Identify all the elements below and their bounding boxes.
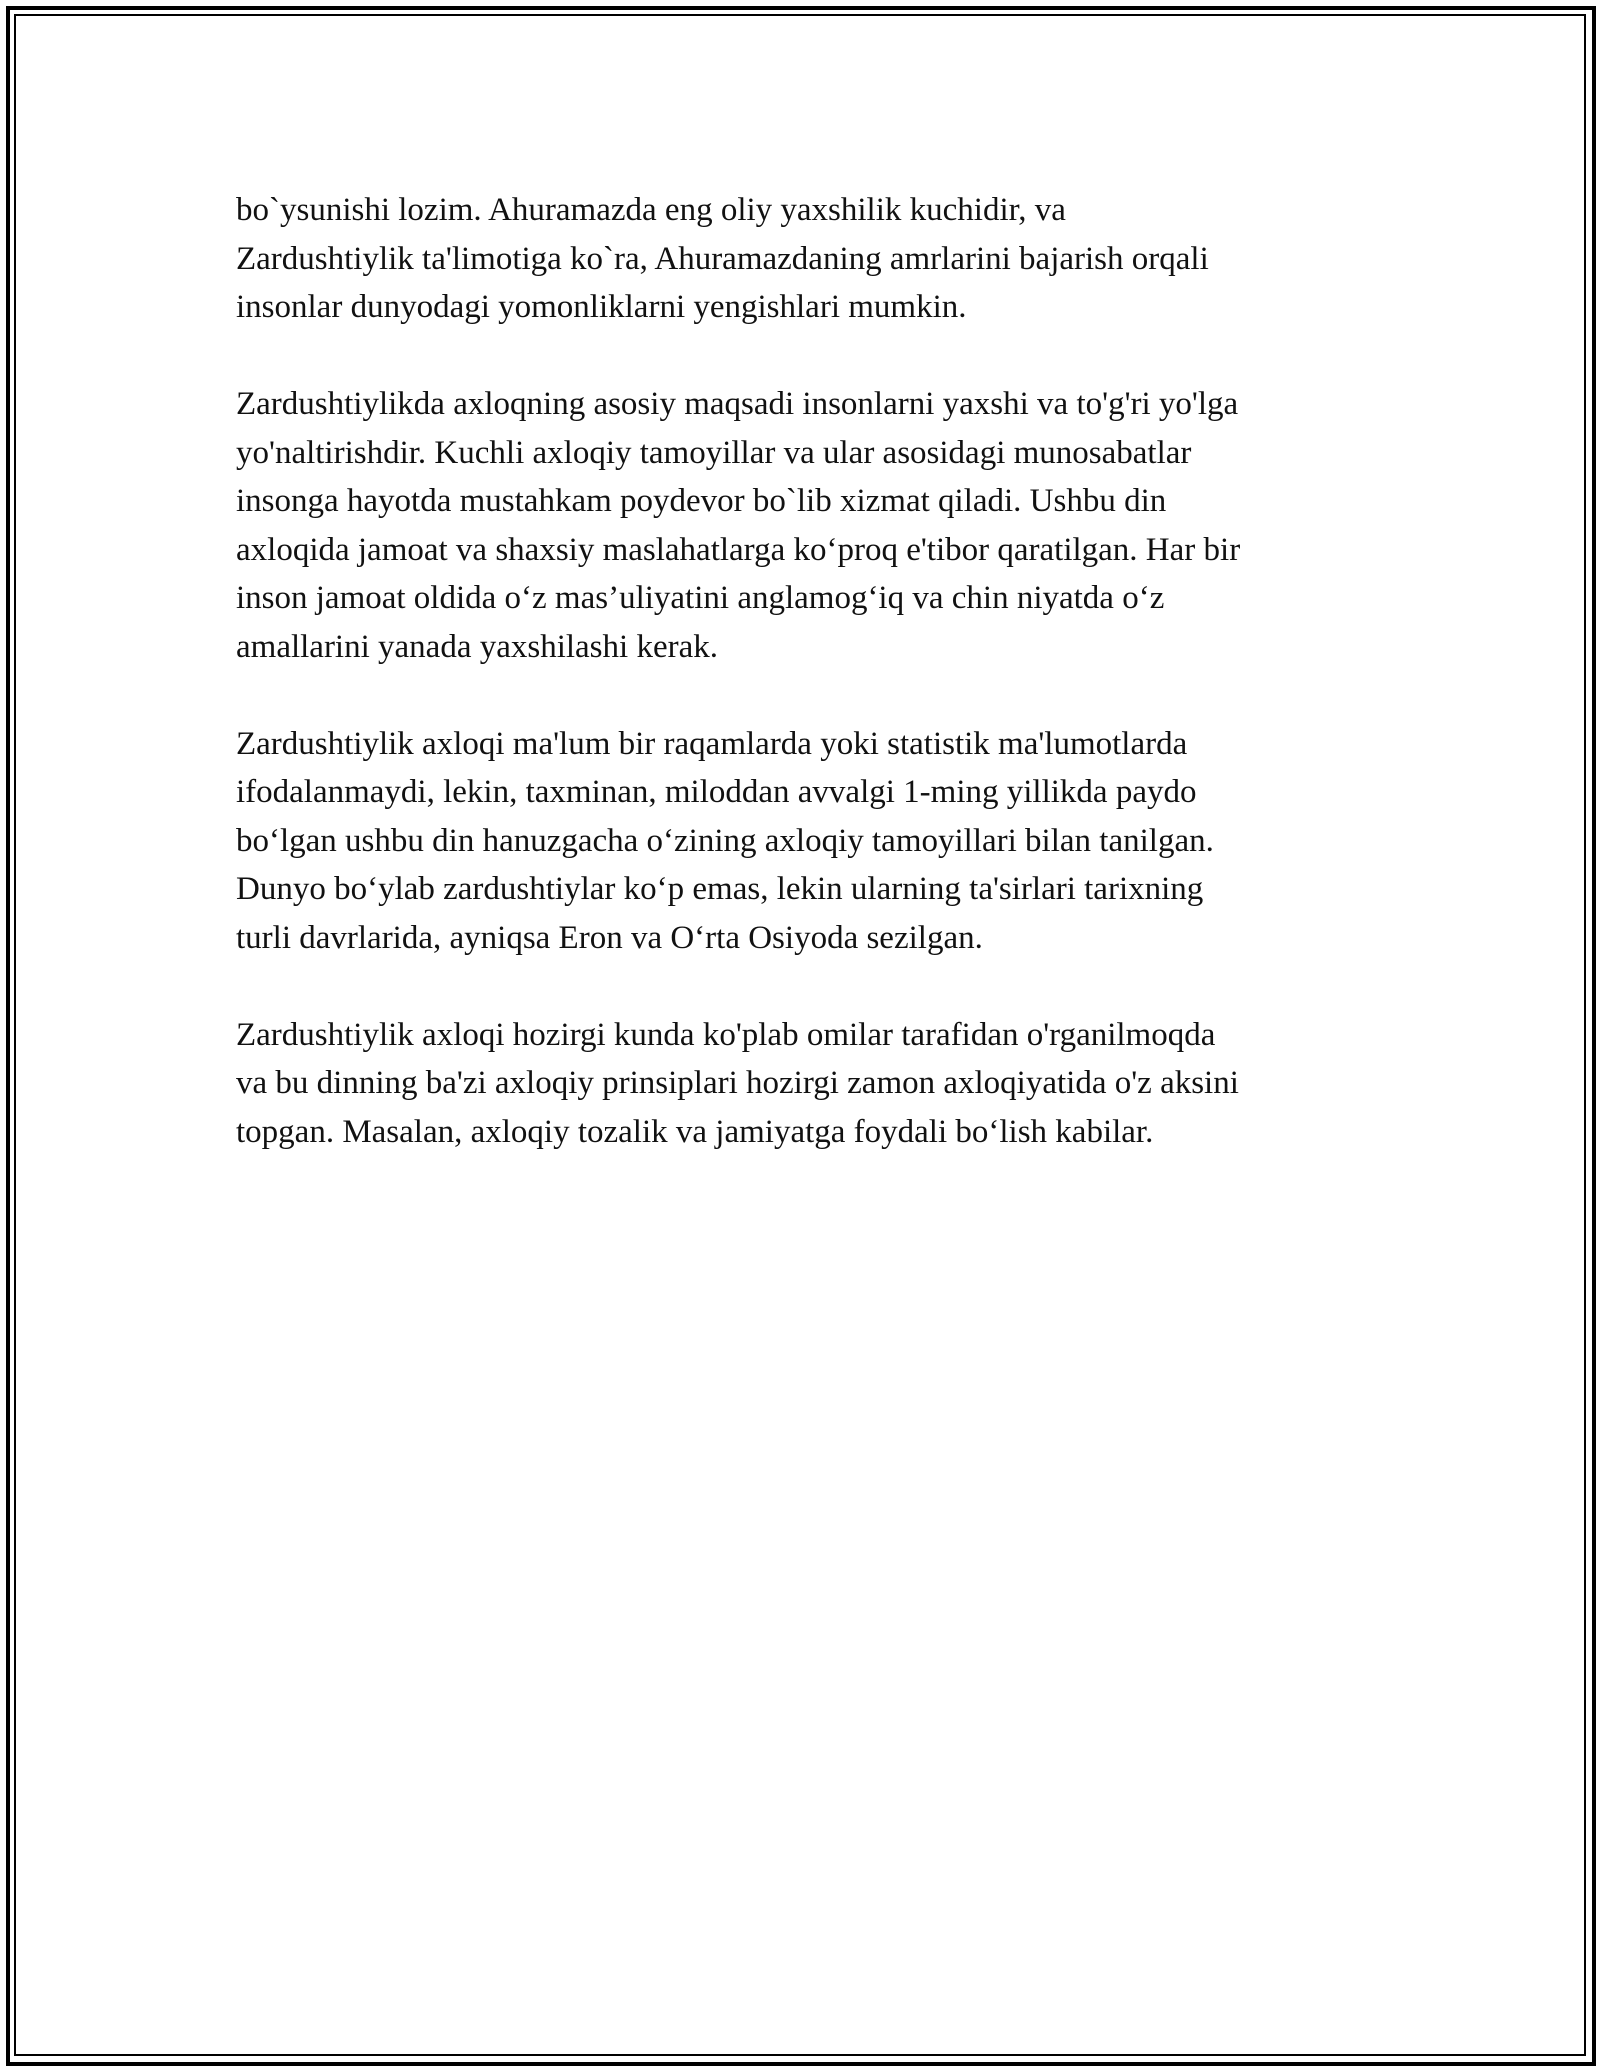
paragraph-3 [236,720,1376,963]
text-line: ifodalanmaydi, lekin, taxminan, miloddan avvalgi 1-ming yillikda paydo [236,774,1197,810]
text-line: amallarini yanada yaxshilashi kerak. [236,628,718,665]
text-line: insonga hayotda mustahkam poydevor bo`lib xizmat qiladi. Ushbu din [236,483,1167,519]
text-line: Zardushtiylik axloqi ma'lum bir raqamlarda yoki statistik ma'lumotlarda [236,725,1188,762]
text-line: bo‘lgan ushbu din hanuzgacha o‘zining axloqiy tamoyillari bilan tanilgan. [236,822,1214,859]
text-line: turli davrlarida, ayniqsa Eron va O‘rta Osiyoda sezilgan. [236,919,983,956]
text-line: axloqida jamoat va shaxsiy maslahatlarga ko‘proq e'tibor qaratilgan. Har bir [236,531,1241,568]
text-line: va bu dinning ba'zi axloqiy prinsiplari hozirgi zamon axloqiyatida o'z aksini [236,1065,1239,1101]
text-line: inson jamoat oldida o‘z mas’uliyatini anglamog‘iq va chin niyatda o‘z [236,580,1165,616]
paragraph-4 [236,1011,1376,1157]
text-line: topgan. Masalan, axloqiy tozalik va jamiyatga foydali bo‘lish kabilar. [236,1113,1154,1150]
text-line: Zardushtiylikda axloqning asosiy maqsadi insonlarni yaxshi va to'g'ri yo'lga [236,386,1239,422]
text-line: Zardushtiylik ta'limotiga ko`ra, Ahuramazdaning amrlarini bajarish orqali [236,240,1209,277]
document-body [236,186,1376,1205]
paragraph-2 [236,380,1376,671]
paragraph-1 [236,186,1376,332]
text-line: Dunyo bo‘ylab zardushtiylar ko‘p emas, lekin ularning ta'sirlari tarixning [236,871,1204,907]
text-line: Zardushtiylik axloqi hozirgi kunda ko'plab omilar tarafidan o'rganilmoqda [236,1016,1216,1053]
text-line: insonlar dunyodagi yomonliklarni yengishlari mumkin. [236,289,967,325]
text-line: yo'naltirishdir. Kuchli axloqiy tamoyillar va ular asosidagi munosabatlar [236,434,1192,471]
text-line: bo`ysunishi lozim. Ahuramazda eng oliy yaxshilik kuchidir, va [236,192,1066,228]
